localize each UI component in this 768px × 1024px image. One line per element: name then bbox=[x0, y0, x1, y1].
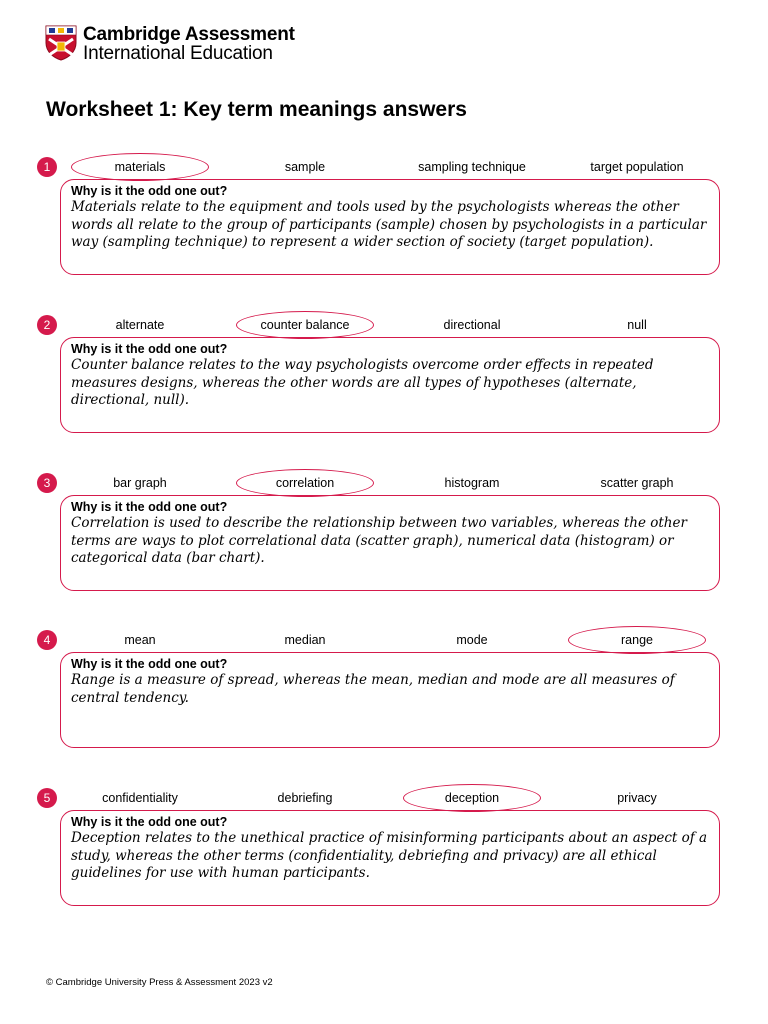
answer-text: Range is a measure of spread, whereas the mean, median and mode are all measures of central tendency. bbox=[71, 672, 675, 706]
option: null bbox=[627, 318, 647, 332]
option: bar graph bbox=[113, 476, 167, 490]
option: sample bbox=[284, 160, 326, 174]
option-circled: correlation bbox=[230, 473, 380, 493]
question-number: 5 bbox=[37, 788, 57, 808]
answer-prompt: Why is it the odd one out? bbox=[71, 815, 228, 829]
question-1 bbox=[0, 157, 768, 297]
question-number: 3 bbox=[37, 473, 57, 493]
cambridge-shield-icon bbox=[45, 25, 77, 61]
cambridge-logo bbox=[45, 25, 295, 63]
option: histogram bbox=[444, 476, 500, 490]
question-3 bbox=[0, 473, 768, 613]
answer-prompt: Why is it the odd one out? bbox=[71, 500, 228, 514]
option: directional bbox=[443, 318, 501, 332]
option-circled: range bbox=[562, 630, 712, 650]
answer-box bbox=[60, 810, 720, 906]
question-number: 4 bbox=[37, 630, 57, 650]
answer-text: Correlation is used to describe the relationship between two variables, whereas the other terms are ways to plot correlational data (scatter graph), numerical data (histogram) or categorical data (bar chart). bbox=[71, 515, 687, 566]
question-4 bbox=[0, 630, 768, 770]
option: confidentiality bbox=[102, 791, 178, 805]
option: privacy bbox=[617, 791, 657, 805]
option-circled: deception bbox=[397, 788, 547, 808]
answer-box bbox=[60, 652, 720, 748]
question-2 bbox=[0, 315, 768, 455]
option: median bbox=[284, 633, 326, 647]
option-circled: counter balance bbox=[230, 315, 380, 335]
logo-line1: Cambridge Assessment bbox=[83, 24, 295, 45]
answer-prompt: Why is it the odd one out? bbox=[71, 184, 228, 198]
option: alternate bbox=[115, 318, 165, 332]
answer-box bbox=[60, 179, 720, 275]
copyright-footer: © Cambridge University Press & Assessment 2023 v2 bbox=[46, 977, 273, 988]
question-number: 2 bbox=[37, 315, 57, 335]
option: scatter graph bbox=[600, 476, 674, 490]
answer-box bbox=[60, 495, 720, 591]
option-circled: materials bbox=[65, 157, 215, 177]
answer-text: Deception relates to the unethical practice of misinforming participants about an aspect of a study, whereas the other terms (confidentiality, debriefing and privacy) are all ethical guidelines for use with human participants. bbox=[71, 830, 708, 881]
option: sampling technique bbox=[418, 160, 526, 174]
logo-line2: International Education bbox=[83, 43, 273, 64]
option: mean bbox=[124, 633, 156, 647]
answer-text: Counter balance relates to the way psychologists overcome order effects in repeated measures designs, whereas the other words are all types of hypotheses (alternate, directional, null). bbox=[71, 357, 654, 408]
question-5 bbox=[0, 788, 768, 928]
answer-box bbox=[60, 337, 720, 433]
answer-text: Materials relate to the equipment and tools used by the psychologists whereas the other words all relate to the group of participants (sample) chosen by psychologists in a particular way (sampling technique) to represent a wider section of society (target population). bbox=[71, 199, 707, 250]
page-title: Worksheet 1: Key term meanings answers bbox=[46, 98, 467, 121]
option: mode bbox=[456, 633, 488, 647]
answer-prompt: Why is it the odd one out? bbox=[71, 657, 228, 671]
question-number: 1 bbox=[37, 157, 57, 177]
option: target population bbox=[590, 160, 684, 174]
option: debriefing bbox=[277, 791, 333, 805]
answer-prompt: Why is it the odd one out? bbox=[71, 342, 228, 356]
